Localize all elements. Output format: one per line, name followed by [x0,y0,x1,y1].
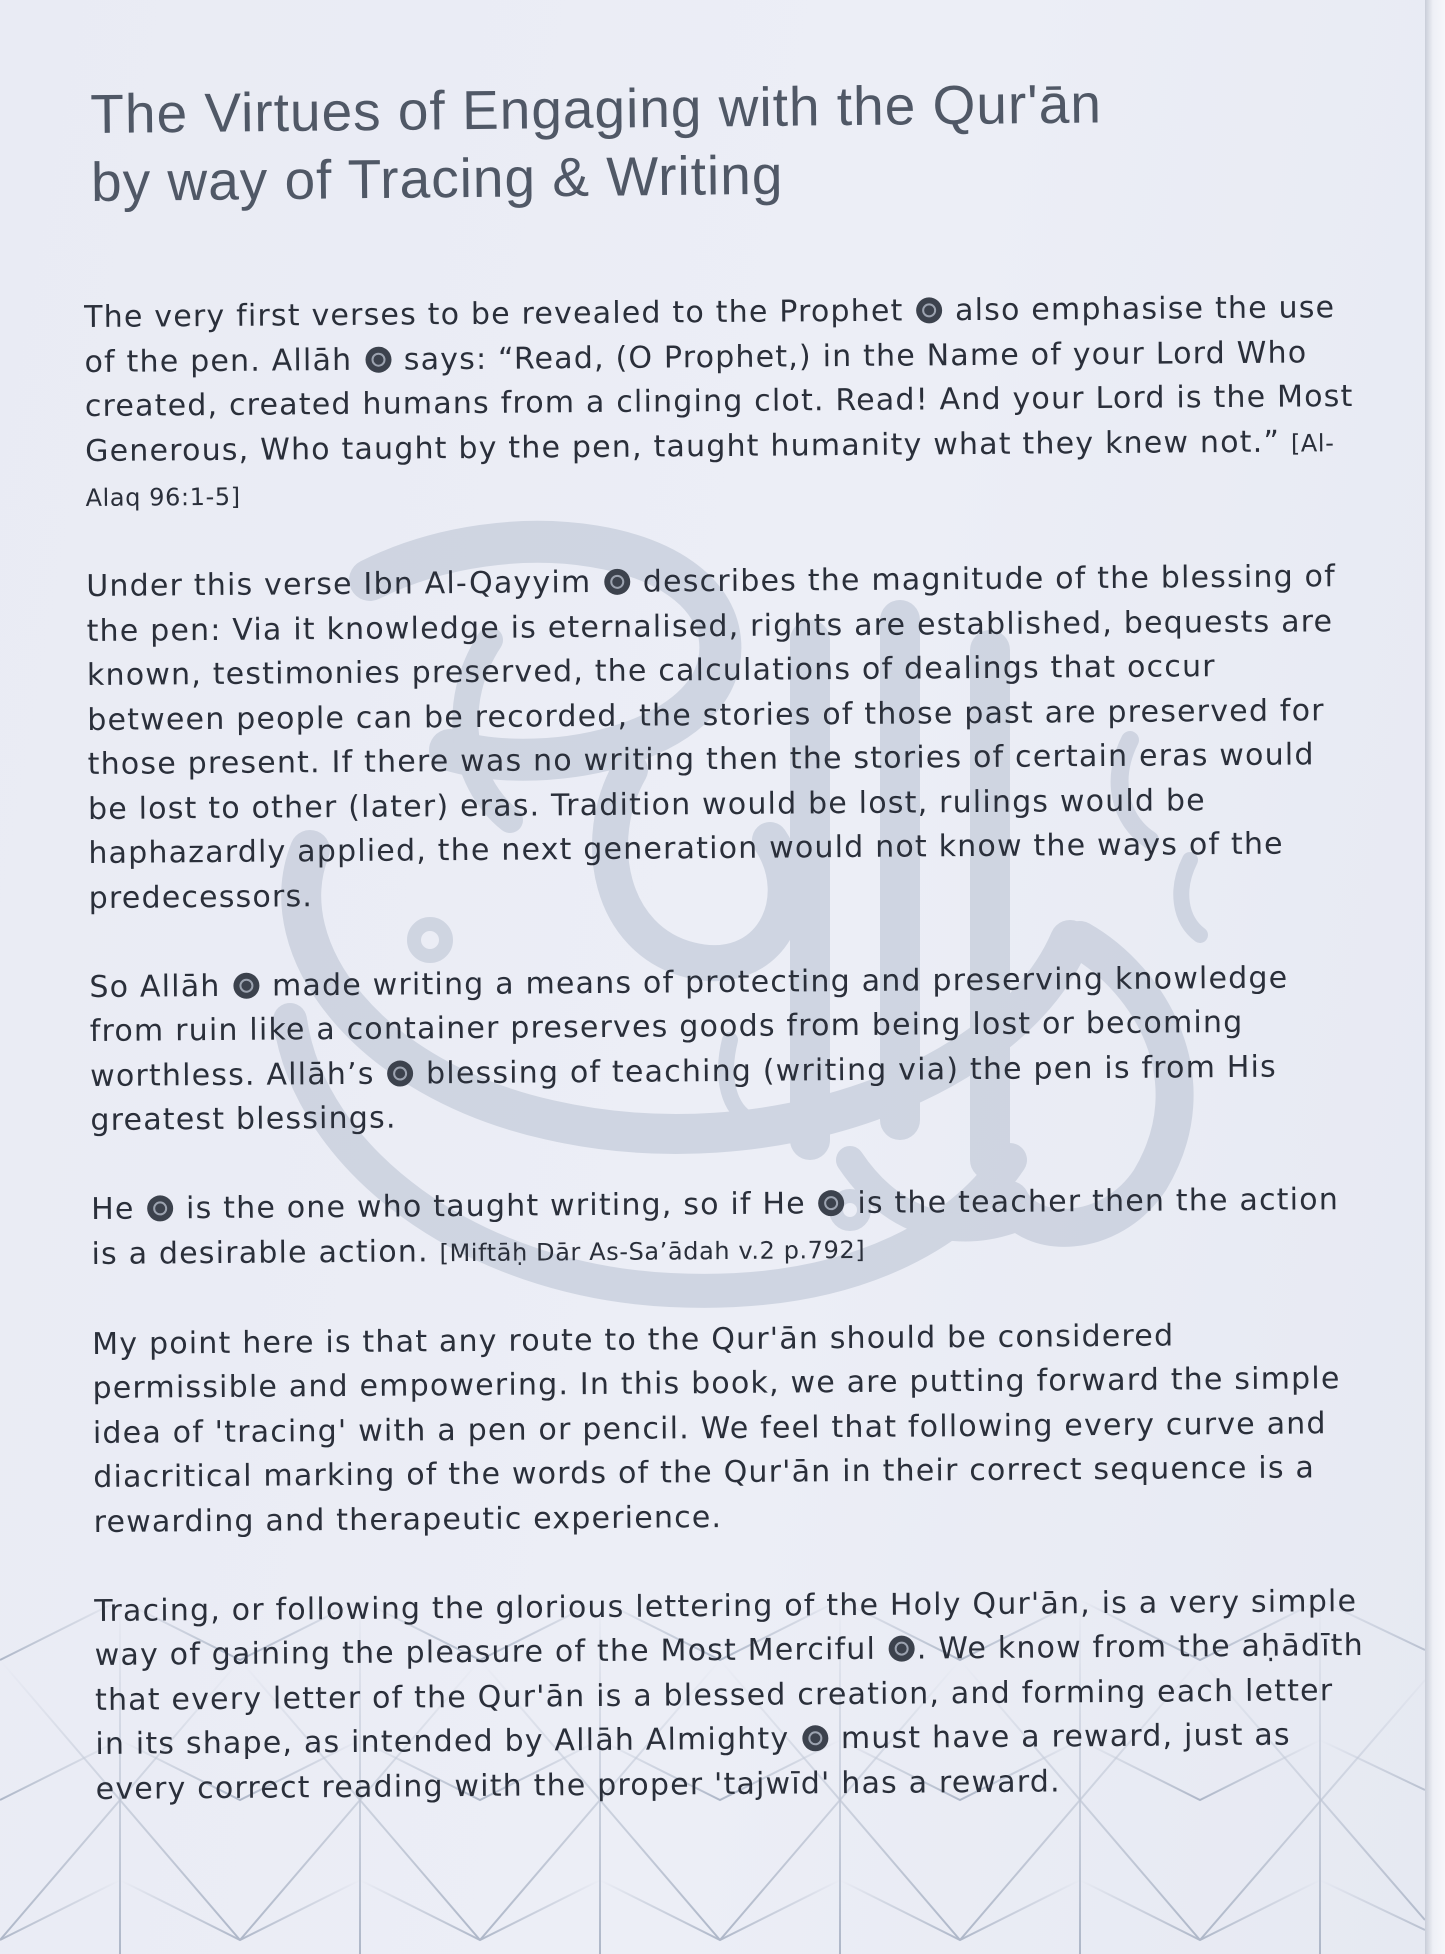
paragraph-4 [91,1178,1362,1278]
paragraph-3-part-a: So Allāh [89,968,221,1005]
paragraph-1 [84,286,1356,520]
paragraph-3-part-c: blessing of teaching (writing via) the pen is from His greatest blessings. [90,1049,1278,1138]
paragraph-6 [94,1579,1366,1811]
paragraph-1-part-c: says: “Read, (O Prophet,) in the Name of your Lord Who created, created humans from a clinging clot. Read! And your Lord is the Most Generous, Who taught by the pen, taught humanity what they knew not.” [84,334,1354,469]
paragraph-6-part-b: . We know from the aḥādīth that every letter of the Qur'ān is a blessed creation, and forming each letter in its shape, as intended by Allāh Almighty [94,1627,1364,1762]
citation: [Miftāḥ Dār As-Sa’ādah v.2 p.792] [439,1235,866,1267]
paragraph-4-part-c: is the teacher then the action is a desirable action. [91,1182,1340,1272]
paragraph-6-part-c: must have a reward, just as every correct reading with the proper 'tajwīd' has a reward. [95,1717,1291,1807]
paragraph-4-part-a: He [91,1191,135,1227]
title-line-1: The Virtues of Engaging with the Qur'ān [90,72,1103,145]
honorific-icon [233,972,259,998]
title-line-2: by way of Tracing & Writing [90,143,784,213]
paragraph-5: My point here is that any route to the Qur'ān should be considered permissible and empowering. In this book, we are putting forward the simple idea of 'tracing' with a pen or pencil. We feel that following every curve and diacritical marking of the words of the Qur'ān in their correct sequence is a rewarding and therapeutic experience. [92,1317,1341,1540]
honorific-icon [604,569,630,595]
honorific-icon [147,1195,173,1221]
paragraph-2-part-a: Under this verse Ibn Al-Qayyim [86,565,592,604]
paragraph-3 [89,956,1360,1144]
honorific-icon [802,1725,828,1751]
page-title [90,69,1103,216]
paragraph-4-part-b: is the one who taught writing, so if He [185,1186,807,1227]
paragraph-6-part-a: Tracing, or following the glorious lettering of the Holy Qur'ān, is a very simple way of gaining the pleasure of the Most Merciful [94,1583,1358,1673]
paragraph-2 [86,555,1359,921]
honorific-icon [387,1060,413,1086]
paragraph-3-part-b: made writing a means of protecting and preserving knowledge from ruin like a container preserves goods from being lost or becoming worthless. Allāh’s [89,960,1289,1094]
page-edge [1425,0,1445,1954]
honorific-icon [365,346,391,372]
paragraph-2-part-b: describes the magnitude of the blessing of the pen: Via it knowledge is eternalised, rights are established, bequests are known, testimonies preserved, the calculations of dealings that occur between people can be recorded, the stories of those past are preserved for those present. If there was no writing then the stories of certain eras would be lost to other (later) eras. Tradition would be lost, rulings would be haphazardly applied, the next generation would not know the ways of the predecessors. [86,559,1337,916]
paragraph-1-part-a: The very first verses to be revealed to the Prophet [84,293,904,335]
paragraph-1-part-b: also emphasise the use of the pen. Allāh [84,290,1336,380]
citation: [Al-Alaq 96:1-5] [85,428,1335,512]
honorific-icon [819,1190,845,1216]
body-text [84,286,1366,1856]
honorific-icon [889,1636,915,1662]
honorific-icon [916,297,942,323]
